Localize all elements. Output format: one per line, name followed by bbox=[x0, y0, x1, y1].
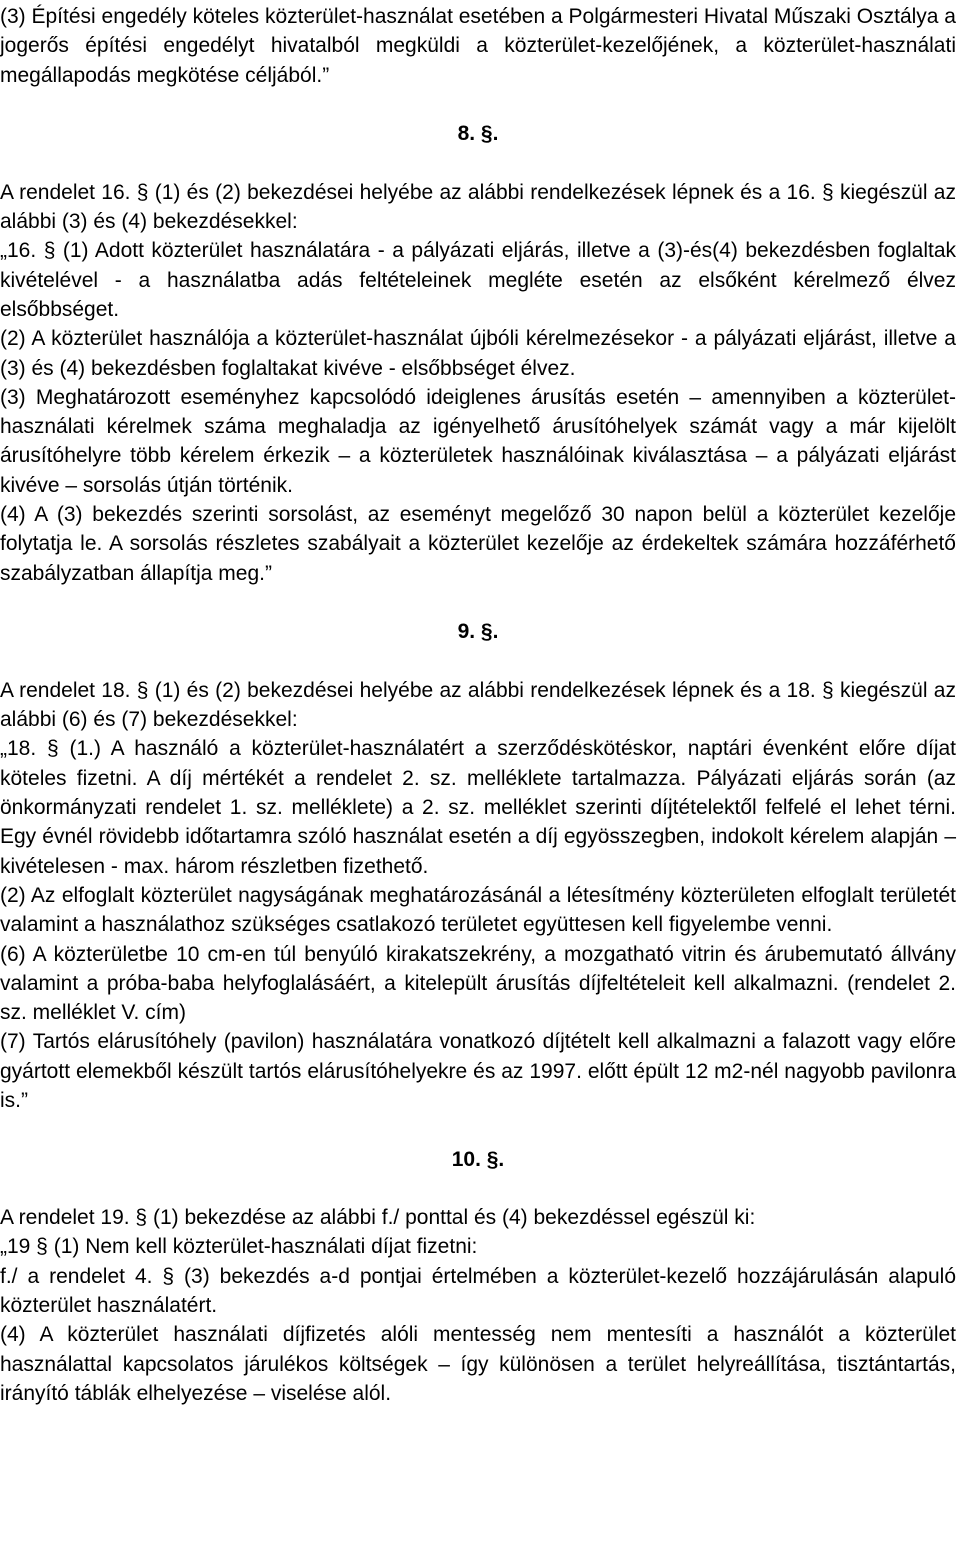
paragraph-16-1: „16. § (1) Adott közterület használatára - a pályázati eljárás, illetve a (3)-és(4) bekezdésben foglaltak kivételével - a használatba adás feltételeinek megléte esetén az elsőként kérelmező élvez elsőbbséget. bbox=[0, 239, 956, 321]
paragraph-18-7: (7) Tartós elárusítóhely (pavilon) használatára vonatkozó díjtételt kell alkalmazni a falazott vagy előre gyártott elemekből készült tartós elárusítóhelyekre és az 1997. előtt épült 12 m2-nél nagyobb pavilonra is.” bbox=[0, 1030, 956, 1112]
paragraph-19-1-f: f./ a rendelet 4. § (3) bekezdés a-d pontjai értelmében a közterület-kezelő hozzájárulásán alapuló közterület használatért. bbox=[0, 1264, 956, 1318]
section-heading-10: 10. §. bbox=[451, 1147, 505, 1171]
paragraph-18-6: (6) A közterületbe 10 cm-en túl benyúló kirakatszekrény, a mozgatható vitrin és árubemutató állvány valamint a próba-baba helyfoglalásáért, a kitelepült árusítás díjfeltételeit kell alkalmazni. (rendelet 2. sz. melléklet V. cím) bbox=[0, 942, 956, 1025]
section-heading-8: 8. §. bbox=[457, 122, 499, 146]
paragraph-amendment-18: A rendelet 18. § (1) és (2) bekezdései helyébe az alábbi rendelkezések lépnek és a 18. § kiegészül az alábbi (6) és (7) bekezdésekkel: bbox=[0, 678, 956, 732]
document-page bbox=[0, 2, 956, 1408]
paragraph-19-4: (4) A közterület használati díjfizetés alóli mentesség nem mentesíti a használót a közterület használattal kapcsolatos járulékos költségek – így különösen a terület helyreállítása, tisztántartás, irányító táblák elhelyezése – viselése alól. bbox=[0, 1323, 956, 1405]
paragraph-amendment-16: A rendelet 16. § (1) és (2) bekezdései helyébe az alábbi rendelkezések lépnek és a 16. § kiegészül az alábbi (3) és (4) bekezdésekkel: bbox=[0, 180, 956, 234]
paragraph-16-3: (3) Meghatározott eseményhez kapcsolódó ideiglenes árusítás esetén – amennyiben a közterület-használati kérelmek száma meghaladja az igényelhető árusítóhelyek számát vagy a már kijelölt árusítóhelyre több kérelem érkezik – a közterületek használóinak kiválasztása – a pályázati eljárást kivéve – sorsolás útján történik. bbox=[0, 385, 956, 497]
paragraph-16-2: (2) A közterület használója a közterület-használat újbóli kérelmezésekor - a pályázati eljárást, illetve a (3) és (4) bekezdésben foglaltakat kivéve - elsőbbséget élvez. bbox=[0, 327, 956, 380]
section-heading-9: 9. §. bbox=[457, 620, 499, 644]
paragraph-16-4: (4) A (3) bekezdés szerinti sorsolást, az eseményt megelőző 30 napon belül a közterület kezelője folytatja le. A sorsolás részletes szabályait a közterület kezelője az érdekeltek számára hozzáférhető szabályzatban állapítja meg.” bbox=[0, 503, 956, 585]
paragraph-amendment-19: A rendelet 19. § (1) bekezdése az alábbi f./ ponttal és (4) bekezdéssel egészül ki: bbox=[0, 1206, 756, 1230]
paragraph-18-1: „18. § (1.) A használó a közterület-használatért a szerződéskötéskor, naptári évenként előre díjat köteles fizetni. A díj mértékét a rendelet 2. sz. melléklete tartalmazza. Pályázati eljárás során (az önkormányzati rendelet 1. sz. melléklete) a 2. sz. melléklet szerinti díjtételektől felfelé el lehet térni. Egy évnél rövidebb időtartamra szóló használat esetén a díj egyösszegben, indokolt kérelem alapján – kivételesen - max. három részletben fizethető. bbox=[0, 737, 956, 878]
paragraph-3-building-permit: (3) Építési engedély köteles közterület-használat esetében a Polgármesteri Hivatal Műszaki Osztálya a jogerős építési engedélyt hivatalból megküldi a közterület-kezelőjének, a közterület-használati megállapodás megkötése céljából.” bbox=[0, 5, 956, 87]
paragraph-19-1: „19 § (1) Nem kell közterület-használati díjat fizetni: bbox=[0, 1235, 478, 1259]
paragraph-18-2: (2) Az elfoglalt közterület nagyságának meghatározásánál a létesítmény közterületen elfoglalt területét valamint a használathoz szükséges csatlakozó területet együttesen kell figyelembe venni. bbox=[0, 883, 956, 937]
